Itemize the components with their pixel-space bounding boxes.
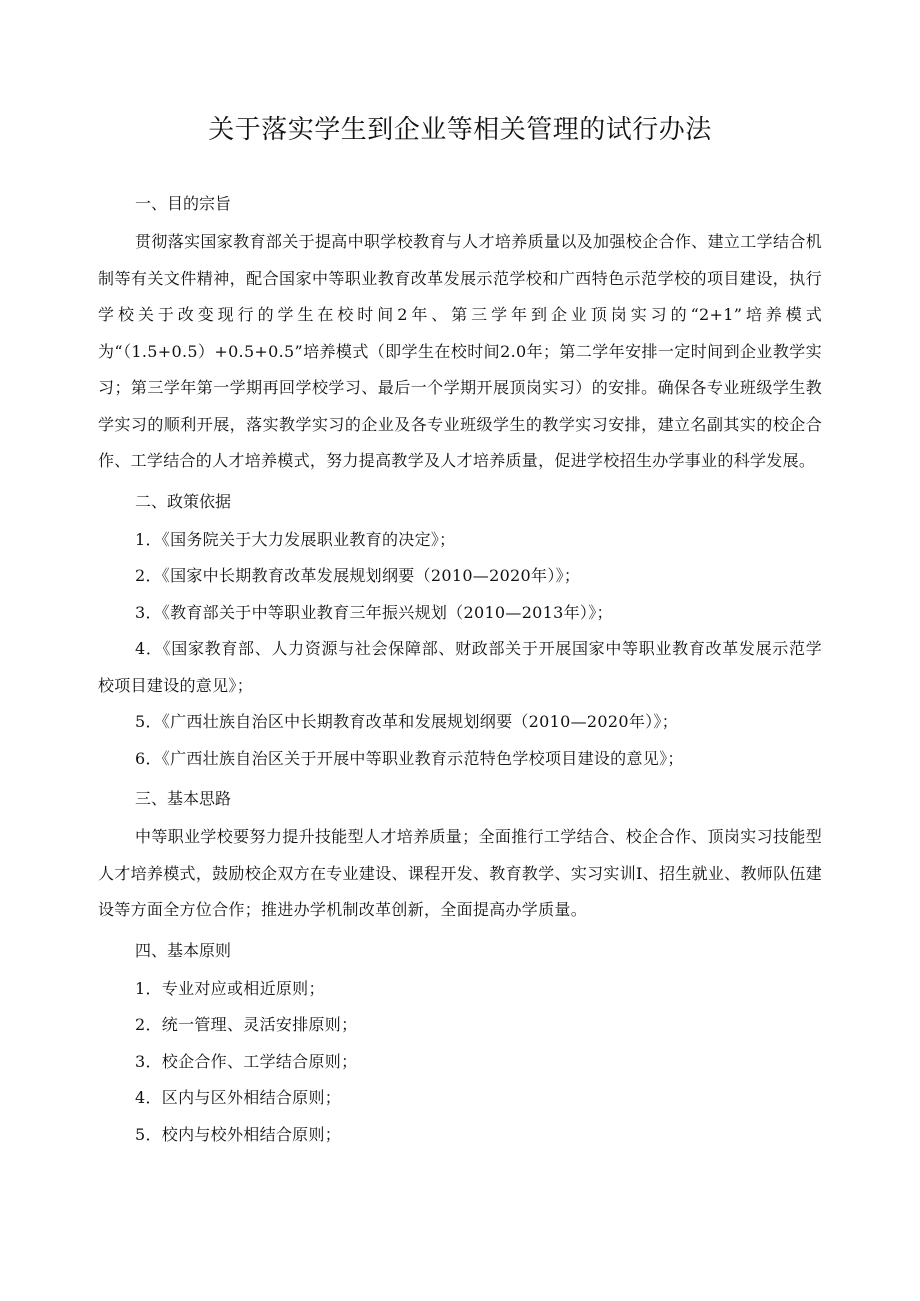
list-item: 1．专业对应或相近原则； bbox=[135, 978, 325, 998]
list-item: 3．《教育部关于中等职业教育三年振兴规划（2010—2013年）》； bbox=[135, 602, 613, 622]
list-item: 4．《国家教育部、人力资源与社会保障部、财政部关于开展国家中等职业教育改革发展示范学校项目建设的意见》； bbox=[98, 639, 822, 695]
list-item: 3．校企合作、工学结合原则； bbox=[135, 1051, 358, 1071]
section-paragraph: 贯彻落实国家教育部关于提高中职学校教育与人才培养质量以及加强校企合作、建立工学结合机制等有关文件精神，配合国家中等职业教育改革发展示范学校和广西特色示范学校的项目建设，执行学校关于改变现行的学生在校时间2年、第三学年到企业顶岗实习的“2+1”培养模式为“（1.5+0.5）+0.5+0.5”培养模式（即学生在校时间2.0年；第二学年安排一定时间到企业教学实习；第三学年第一学期再回学校学习、最后一个学期开展顶岗实习）的安排。确保各专业班级学生教学实习的顺利开展，落实教学实习的企业及各专业班级学生的教学实习安排，建立名副其实的校企合作、工学结合的人才培养模式，努力提高教学及人才培养质量，促进学校招生办学事业的科学发展。 bbox=[98, 232, 822, 470]
section-paragraph: 中等职业学校要努力提升技能型人才培养质量；全面推行工学结合、校企合作、顶岗实习技能型人才培养模式，鼓励校企双方在专业建设、课程开发、教育教学、实习实训Ⅰ、招生就业、教师队伍建设等方面全方位合作；推进办学机制改革创新，全面提高办学质量。 bbox=[98, 827, 822, 919]
section-basic-approach bbox=[98, 787, 822, 929]
section-heading: 四、基本原则 bbox=[135, 940, 232, 960]
section-heading: 三、基本思路 bbox=[135, 789, 232, 808]
principles-list bbox=[98, 971, 822, 1154]
section-basic-principles bbox=[98, 939, 822, 1154]
document-title: 关于落实学生到企业等相关管理的试行办法 bbox=[208, 115, 712, 145]
list-item: 2．统一管理、灵活安排原则； bbox=[135, 1015, 358, 1034]
section-heading: 二、政策依据 bbox=[135, 491, 232, 511]
section-purpose bbox=[98, 192, 822, 480]
document-body bbox=[98, 192, 822, 1163]
section-policy-basis bbox=[98, 490, 822, 778]
list-item: 6．《广西壮族自治区关于开展中等职业教育示范特色学校项目建设的意见》； bbox=[135, 748, 684, 768]
list-item: 5．《广西壮族自治区中长期教育改革和发展规划纲要（2010—2020年）》； bbox=[135, 712, 679, 731]
list-item: 5．校内与校外相结合原则； bbox=[135, 1124, 342, 1144]
policy-list bbox=[98, 522, 822, 778]
list-item: 2．《国家中长期教育改革发展规划纲要（2010—2020年）》； bbox=[135, 566, 581, 585]
list-item: 4．区内与区外相结合原则； bbox=[135, 1088, 342, 1107]
list-item: 1．《国务院关于大力发展职业教育的决定》； bbox=[135, 529, 456, 549]
section-heading: 一、目的宗旨 bbox=[135, 194, 232, 213]
